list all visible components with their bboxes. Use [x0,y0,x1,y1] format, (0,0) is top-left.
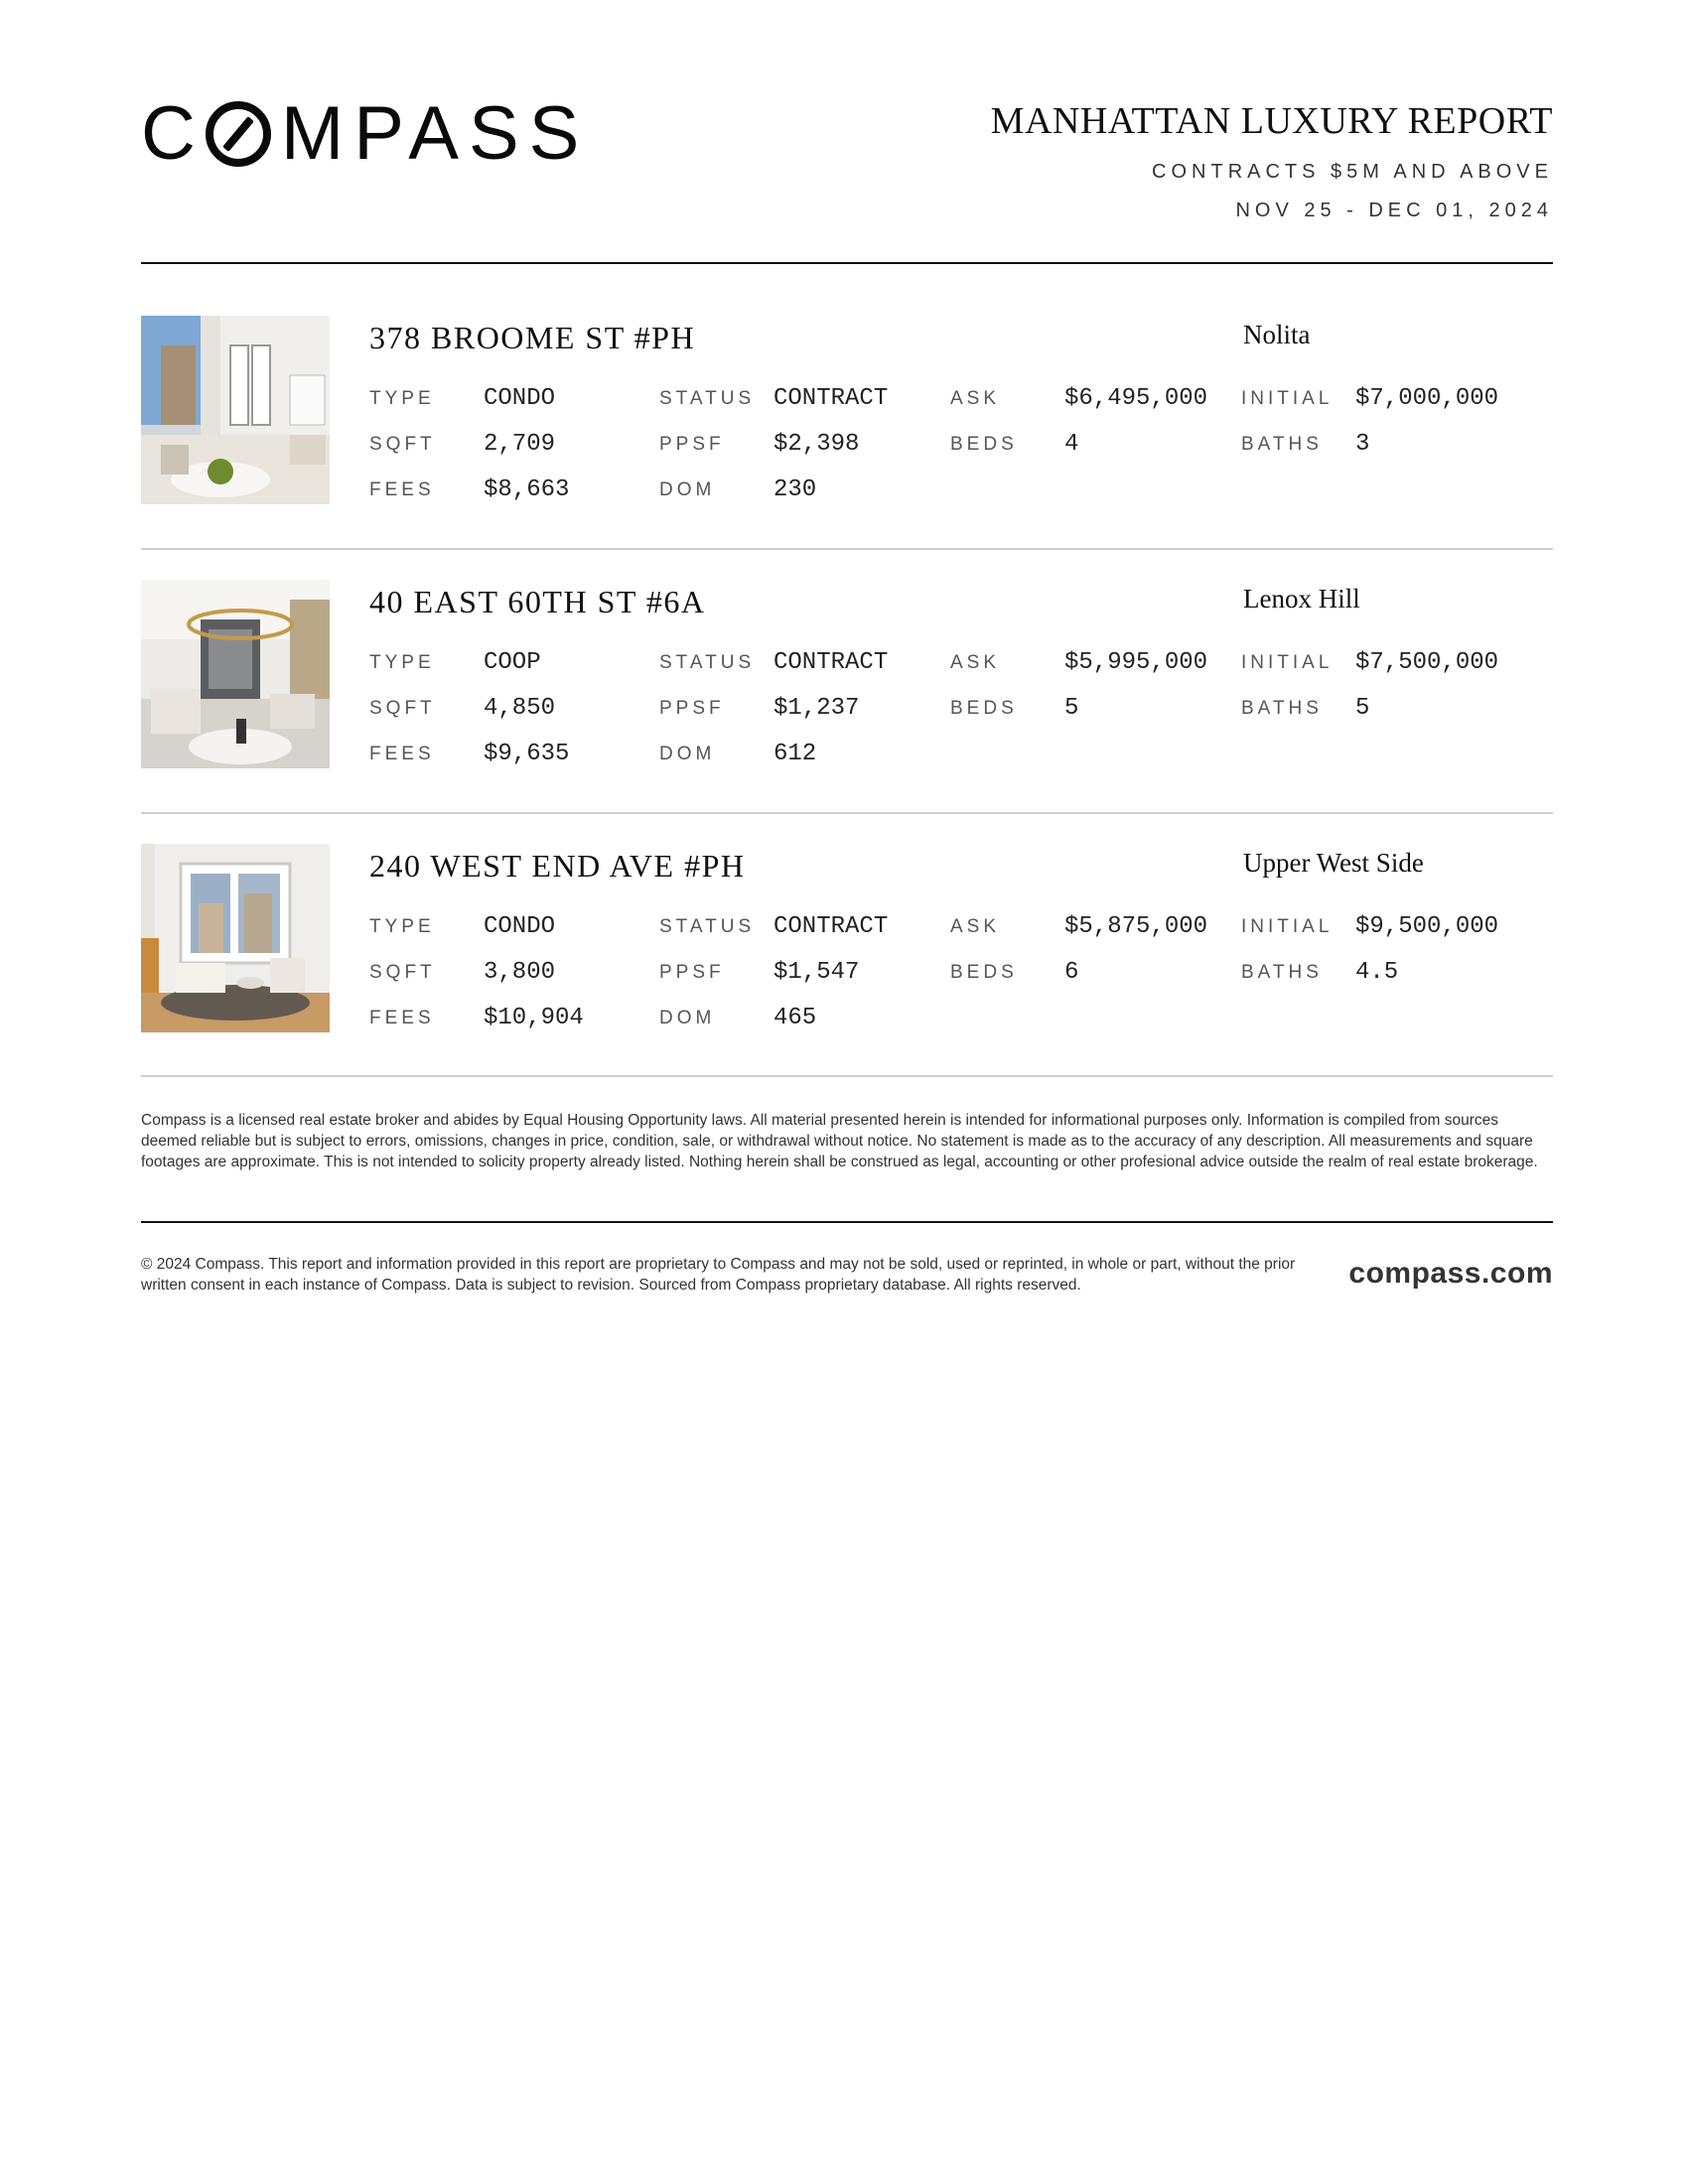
label-ask: ASK [950,652,1001,673]
value-dom: 465 [774,1005,817,1031]
report-header [991,99,1553,222]
value-beds: 5 [1064,695,1079,722]
label-ppsf: PPSF [659,434,725,455]
field-fees [369,477,569,503]
label-status: STATUS [659,388,756,409]
field-status [659,649,888,676]
label-baths: BATHS [1241,434,1323,455]
field-ppsf [659,431,859,458]
field-initial [1241,649,1498,676]
listing-photo-image [141,844,330,1032]
value-ppsf: $2,398 [774,431,860,458]
value-baths: 4.5 [1355,959,1399,986]
value-fees: $9,635 [484,741,570,767]
field-baths [1241,695,1369,722]
website-link[interactable]: compass.com [1348,1257,1553,1290]
value-ask: $5,995,000 [1064,649,1208,676]
listing-divider [141,812,1553,814]
compass-logo [141,90,590,176]
value-status: CONTRACT [774,913,889,940]
field-sqft [369,431,555,458]
footer-divider [141,1221,1553,1223]
field-baths [1241,959,1398,986]
value-initial: $9,500,000 [1355,913,1499,940]
value-dom: 230 [774,477,817,503]
label-type: TYPE [369,388,435,409]
value-ask: $6,495,000 [1064,385,1208,412]
listing-photo[interactable] [141,844,330,1032]
value-fees: $10,904 [484,1005,584,1031]
label-ask: ASK [950,916,1001,937]
label-fees: FEES [369,744,435,764]
label-fees: FEES [369,1008,435,1028]
value-type: COOP [484,649,541,676]
listing-photo[interactable] [141,580,330,768]
listing-neighborhood: Lenox Hill [1243,584,1360,614]
field-fees [369,1005,584,1031]
label-status: STATUS [659,652,756,673]
listing-address[interactable]: 378 BROOME ST #PH [369,320,696,355]
value-status: CONTRACT [774,385,889,412]
value-beds: 4 [1064,431,1079,458]
value-ask: $5,875,000 [1064,913,1208,940]
value-sqft: 4,850 [484,695,556,722]
value-initial: $7,500,000 [1355,649,1499,676]
label-baths: BATHS [1241,962,1323,983]
copyright-text: © 2024 Compass. This report and information provided in this report are proprietary to Compass and may not be sold, used or reprinted, in whole or part, without the prior written consent in each instance of Compass. Data is subject to revision. Sourced from Compass proprietary database. All rights reserved. [141,1256,1296,1294]
label-dom: DOM [659,1008,716,1028]
field-status [659,913,888,940]
value-type: CONDO [484,913,556,940]
field-sqft [369,695,555,722]
logo-compass-ring-icon [206,101,271,167]
value-status: CONTRACT [774,649,889,676]
label-status: STATUS [659,916,756,937]
listing-divider [141,1075,1553,1077]
label-dom: DOM [659,744,716,764]
value-type: CONDO [484,385,556,412]
logo-letters-mpass: MPASS [280,90,590,176]
label-type: TYPE [369,916,435,937]
listing-card [141,316,1553,504]
field-type [369,649,541,676]
field-beds [950,695,1078,722]
field-initial [1241,913,1498,940]
field-type [369,385,555,412]
field-type [369,913,555,940]
label-ppsf: PPSF [659,962,725,983]
field-status [659,385,888,412]
field-dom [659,741,816,767]
listing-card [141,580,1553,768]
value-baths: 5 [1355,695,1370,722]
field-baths [1241,431,1369,458]
field-beds [950,959,1078,986]
label-sqft: SQFT [369,698,436,719]
label-initial: INITIAL [1241,388,1334,409]
value-ppsf: $1,237 [774,695,860,722]
listing-address[interactable]: 240 WEST END AVE #PH [369,848,746,884]
value-baths: 3 [1355,431,1370,458]
report-date-range: NOV 25 - DEC 01, 2024 [1235,200,1553,221]
value-ppsf: $1,547 [774,959,860,986]
field-fees [369,741,569,767]
label-baths: BATHS [1241,698,1323,719]
field-initial [1241,385,1498,412]
field-ask [950,649,1207,676]
field-sqft [369,959,555,986]
label-fees: FEES [369,479,435,500]
listing-photo-image [141,580,330,768]
field-ppsf [659,695,859,722]
report-subtitle: CONTRACTS $5M AND ABOVE [1152,161,1553,183]
listing-divider [141,548,1553,550]
value-initial: $7,000,000 [1355,385,1499,412]
field-beds [950,431,1078,458]
label-dom: DOM [659,479,716,500]
report-title: MANHATTAN LUXURY REPORT [990,100,1553,142]
disclaimer-text: Compass is a licensed real estate broker and abides by Equal Housing Opportunity laws. All material presented herein is intended for informational purposes only. Information is compiled from sources deemed reliable but is subject to errors, omissions, changes in price, condition, sale, or withdrawal without notice. No statement is made as to the accuracy of any description. All measurements and square footages are approximate. This is not intended to solicity property already listed. Nothing herein shall be construed as legal, accounting or other profesional advice outside the realm of real estate brokerage. [141,1112,1538,1170]
label-beds: BEDS [950,698,1018,719]
label-ppsf: PPSF [659,698,725,719]
label-sqft: SQFT [369,962,436,983]
value-beds: 6 [1064,959,1079,986]
label-beds: BEDS [950,962,1018,983]
field-dom [659,477,816,503]
value-sqft: 3,800 [484,959,556,986]
field-ask [950,913,1207,940]
logo-letter-c: C [141,90,206,176]
value-dom: 612 [774,741,817,767]
header-divider [141,262,1553,264]
label-beds: BEDS [950,434,1018,455]
label-initial: INITIAL [1241,652,1334,673]
listing-neighborhood: Nolita [1243,320,1311,349]
listing-card [141,844,1553,1032]
value-fees: $8,663 [484,477,570,503]
label-sqft: SQFT [369,434,436,455]
listing-neighborhood: Upper West Side [1243,848,1424,878]
label-ask: ASK [950,388,1001,409]
listing-address[interactable]: 40 EAST 60TH ST #6A [369,584,706,619]
field-dom [659,1005,816,1031]
label-initial: INITIAL [1241,916,1334,937]
value-sqft: 2,709 [484,431,556,458]
label-type: TYPE [369,652,435,673]
field-ppsf [659,959,859,986]
field-ask [950,385,1207,412]
listing-photo[interactable] [141,316,330,504]
listing-photo-image [141,316,330,504]
